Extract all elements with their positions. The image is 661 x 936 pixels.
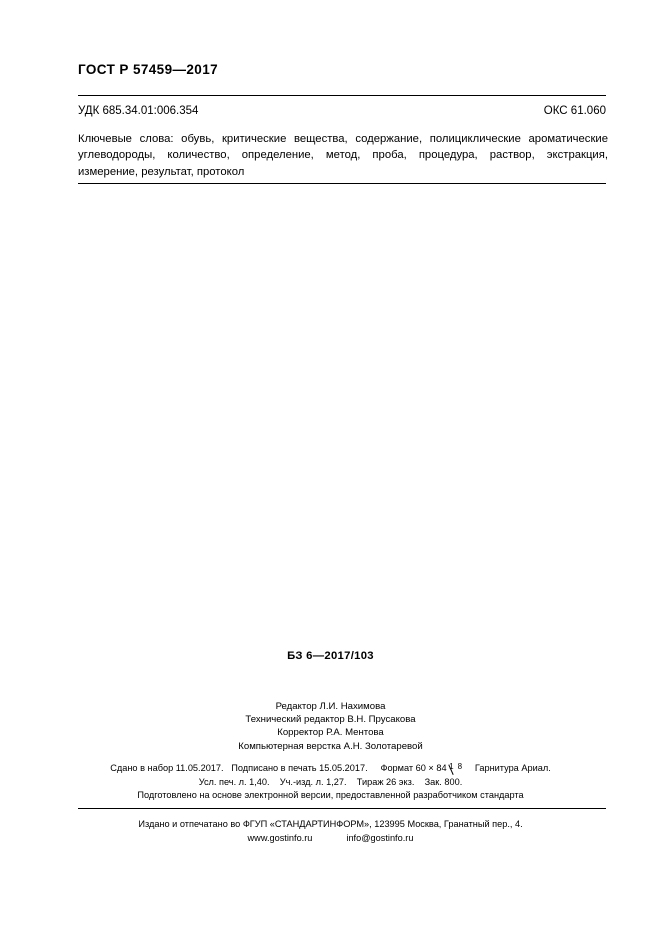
signed-date: Подписано в печать 15.05.2017.	[231, 763, 368, 773]
print-sheets: Усл. печ. л. 1,40.	[198, 776, 270, 787]
publisher-email[interactable]: info@gostinfo.ru	[346, 832, 414, 843]
credit-line: Редактор Л.И. Нахимова	[275, 701, 386, 712]
fraction-denominator: 8	[457, 762, 463, 772]
publisher-website[interactable]: www.gostinfo.ru	[247, 832, 313, 843]
format-fraction	[449, 762, 462, 773]
keywords-label: Ключевые слова:	[78, 133, 174, 145]
udk-code: УДК 685.34.01:006.354	[78, 105, 199, 117]
keywords-text: обувь, критические вещества, содержание, полициклические ароматические углеводороды, количество, определение, метод, проба, процедура, раствор, экстракция, измерение, результат, протокол	[78, 133, 608, 178]
imprint-block	[0, 762, 661, 803]
order-number: Зак. 800.	[424, 776, 463, 787]
publisher-line: Издано и отпечатано во ФГУП «СТАНДАРТИНФОРМ», 123995 Москва, Гранатный пер., 4.	[138, 819, 523, 829]
imprint-line-3: Подготовлено на основе электронной версии, предоставленной разработчиком стандарта	[137, 790, 524, 801]
submitted-date: Сдано в набор 11.05.2017.	[110, 763, 224, 773]
publisher-block	[0, 818, 661, 845]
circulation: Тираж 26 экз.	[356, 776, 415, 787]
publisher-contacts	[248, 832, 414, 846]
keywords-block	[78, 131, 608, 180]
classification-row	[78, 105, 606, 117]
credits-block	[0, 700, 661, 753]
page-title: ГОСТ Р 57459—2017	[78, 62, 219, 77]
credit-line: Технический редактор В.Н. Прусакова	[245, 714, 416, 726]
fraction-numerator: 1	[449, 762, 454, 771]
oks-code: ОКС 61.060	[543, 105, 606, 117]
bz-code: БЗ 6—2017/103	[287, 650, 374, 662]
divider-bottom	[78, 183, 606, 184]
typeface: Гарнитура Ариал.	[474, 763, 551, 773]
divider-footer	[78, 808, 606, 809]
divider-top	[78, 95, 606, 96]
imprint-line-1	[0, 762, 661, 776]
format-label: Формат 60 × 84	[380, 763, 447, 773]
publisher-sheets: Уч.-изд. л. 1,27.	[279, 776, 347, 787]
credit-line: Компьютерная верстка А.Н. Золотаревой	[238, 740, 423, 752]
credit-line: Корректор Р.А. Ментова	[277, 727, 384, 739]
imprint-line-2	[0, 776, 661, 790]
